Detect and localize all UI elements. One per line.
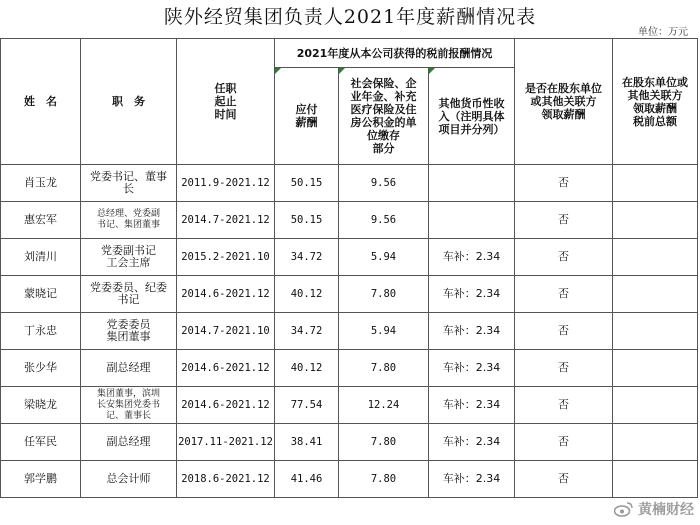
row-social: 7.80 [339, 276, 429, 313]
row-other [429, 165, 515, 202]
row-name: 肖玉龙 [1, 165, 81, 202]
table-row [1, 350, 698, 387]
row-pay: 50.15 [275, 165, 339, 202]
row-related: 否 [515, 202, 613, 239]
row-pay: 77.54 [275, 387, 339, 424]
row-position: 党委委员 集团董事 [81, 313, 177, 350]
row-other: 车补：2.34 [429, 276, 515, 313]
header-other: 其他货币性收 入（注明具体 项目并分列） [429, 68, 515, 165]
row-tenure: 2014.7-2021.10 [177, 313, 275, 350]
row-name: 蒙晓记 [1, 276, 81, 313]
header-name: 姓 名 [1, 39, 81, 165]
row-related-total [613, 202, 698, 239]
table-row [1, 276, 698, 313]
weibo-icon [614, 501, 634, 517]
header-pay: 应付 薪酬 [275, 68, 339, 165]
row-pay: 34.72 [275, 239, 339, 276]
row-pay: 41.46 [275, 461, 339, 498]
row-social: 9.56 [339, 165, 429, 202]
table-row [1, 461, 698, 498]
row-other: 车补：2.34 [429, 461, 515, 498]
row-name: 惠宏军 [1, 202, 81, 239]
table-row [1, 424, 698, 461]
row-tenure: 2014.7-2021.12 [177, 202, 275, 239]
table-row [1, 387, 698, 424]
row-name: 任军民 [1, 424, 81, 461]
row-other [429, 202, 515, 239]
row-other: 车补：2.34 [429, 350, 515, 387]
row-pay: 40.12 [275, 350, 339, 387]
row-other: 车补：2.34 [429, 239, 515, 276]
table-row [1, 239, 698, 276]
header-tenure: 任职 起止 时间 [177, 39, 275, 165]
row-tenure: 2014.6-2021.12 [177, 387, 275, 424]
header-related-total: 在股东单位或 其他关联方 领取薪酬 税前总额 [613, 39, 698, 165]
row-tenure: 2018.6-2021.12 [177, 461, 275, 498]
header-group: 2021年度从本公司获得的税前报酬情况 [275, 39, 515, 68]
row-pay: 38.41 [275, 424, 339, 461]
row-related-total [613, 424, 698, 461]
row-social: 12.24 [339, 387, 429, 424]
row-pay: 40.12 [275, 276, 339, 313]
row-related: 否 [515, 276, 613, 313]
row-name: 梁晓龙 [1, 387, 81, 424]
salary-table [0, 38, 698, 498]
row-related-total [613, 276, 698, 313]
row-position: 党委副书记 工会主席 [81, 239, 177, 276]
header-social: 社会保险、企 业年金、补充 医疗保险及住 房公积金的单 位缴存 部分 [339, 68, 429, 165]
header-related: 是否在股东单位 或其他关联方 领取薪酬 [515, 39, 613, 165]
table-row [1, 165, 698, 202]
row-related-total [613, 313, 698, 350]
table-row [1, 202, 698, 239]
header-position: 职 务 [81, 39, 177, 165]
row-other: 车补：2.34 [429, 313, 515, 350]
unit-label: 单位：万元 [638, 27, 688, 38]
row-other: 车补：2.34 [429, 387, 515, 424]
row-related: 否 [515, 165, 613, 202]
row-related-total [613, 239, 698, 276]
row-position: 集团董事，滨圳 长安集团党委书 记、董事长 [81, 387, 177, 424]
row-tenure: 2015.2-2021.10 [177, 239, 275, 276]
row-position: 党委书记、董事 长 [81, 165, 177, 202]
row-related: 否 [515, 239, 613, 276]
row-related-total [613, 350, 698, 387]
row-position: 副总经理 [81, 424, 177, 461]
row-related: 否 [515, 424, 613, 461]
row-name: 郭学鹏 [1, 461, 81, 498]
row-related: 否 [515, 313, 613, 350]
row-related: 否 [515, 350, 613, 387]
row-position: 总经理、党委副 书记、集团董事 [81, 202, 177, 239]
row-position: 总会计师 [81, 461, 177, 498]
row-other: 车补：2.34 [429, 424, 515, 461]
watermark-text: 黄楠财经 [638, 502, 694, 518]
row-pay: 34.72 [275, 313, 339, 350]
row-position: 副总经理 [81, 350, 177, 387]
row-pay: 50.15 [275, 202, 339, 239]
row-name: 刘清川 [1, 239, 81, 276]
row-related-total [613, 165, 698, 202]
row-social: 5.94 [339, 239, 429, 276]
row-name: 张少华 [1, 350, 81, 387]
row-social: 7.80 [339, 350, 429, 387]
row-tenure: 2014.6-2021.12 [177, 276, 275, 313]
row-name: 丁永忠 [1, 313, 81, 350]
row-related-total [613, 461, 698, 498]
row-related: 否 [515, 387, 613, 424]
row-social: 7.80 [339, 424, 429, 461]
watermark [614, 499, 694, 519]
row-tenure: 2014.6-2021.12 [177, 350, 275, 387]
row-social: 7.80 [339, 461, 429, 498]
row-related: 否 [515, 461, 613, 498]
row-social: 5.94 [339, 313, 429, 350]
row-tenure: 2017.11-2021.12 [177, 424, 275, 461]
row-social: 9.56 [339, 202, 429, 239]
row-related-total [613, 387, 698, 424]
row-position: 党委委员、纪委 书记 [81, 276, 177, 313]
table-row [1, 313, 698, 350]
page-title: 陕外经贸集团负责人2021年度薪酬情况表 [163, 6, 537, 28]
row-tenure: 2011.9-2021.12 [177, 165, 275, 202]
